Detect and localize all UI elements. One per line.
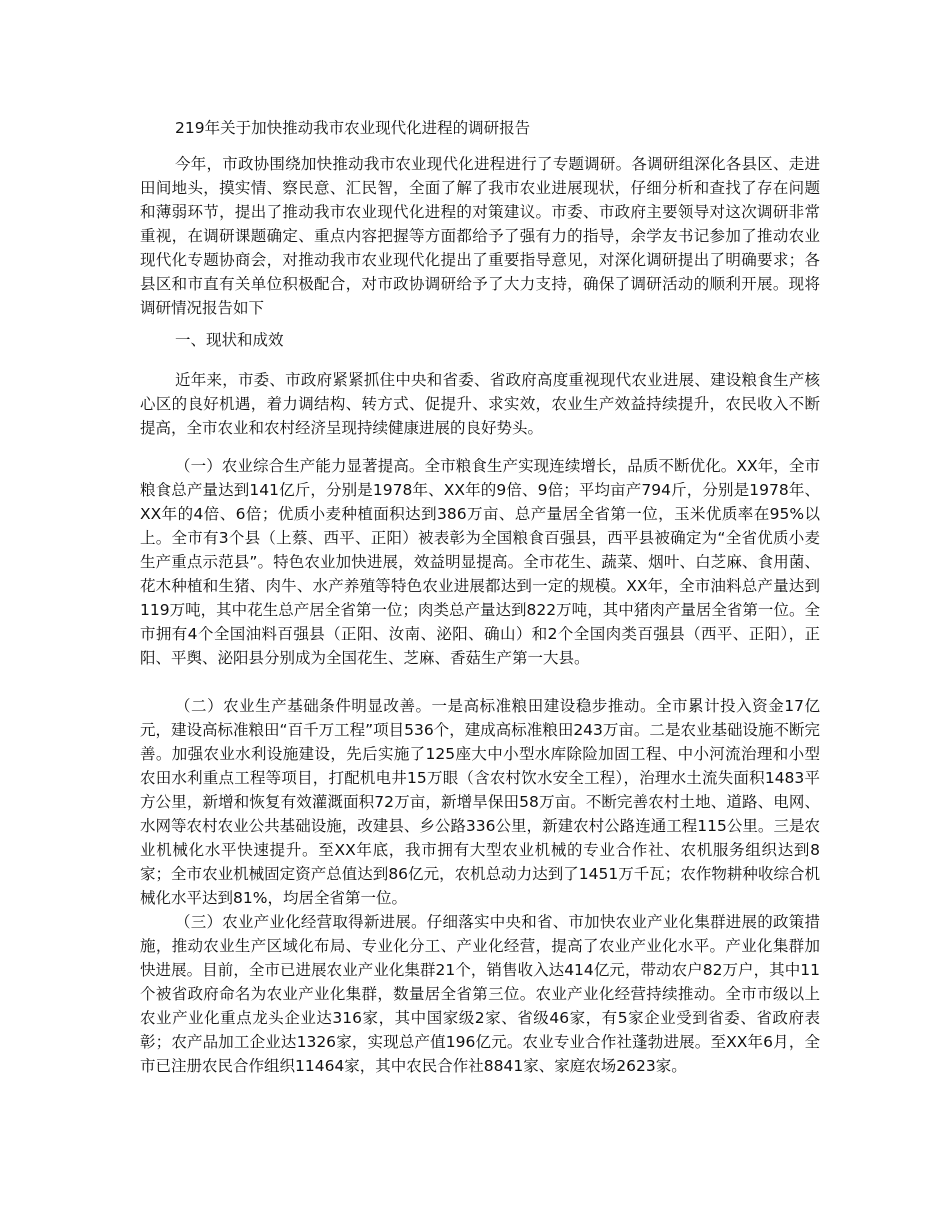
infrastructure-paragraph: （二）农业生产基础条件明显改善。一是高标准粮田建设稳步推动。全市累计投入资金17亿元，建设高标准粮田“百千万工程”项目536个，建成高标准粮田243万亩。二是农业基础设施不断完善。加强农业水利设施建设，先后实施了125座大中小型水库除险加固工程、中小河流治理和小型农田水利重点工程等项目，打配机电井15万眼（含农村饮水安全工程），治理水土流失面积1483平方公里，新增和恢复有效灌溉面积72万亩，新增旱保田58万亩。不断完善农村土地、道路、电网、水网等农村农业公共基础设施，改建县、乡公路336公里，新建农村公路连通工程115公里。三是农业机械化水平快速提升。至XX年底，我市拥有大型农业机械的专业合作社、农机服务组织达到8家；全市农业机械固定资产总值达到86亿元，农机总动力达到了1451万千瓦；农作物耕种收综合机械化水平达到81%，均居全省第一位。 xyxy=(140,697,820,907)
industrialization-paragraph: （三）农业产业化经营取得新进展。仔细落实中央和省、市加快农业产业化集群进展的政策措施，推动农业生产区域化布局、专业化分工、产业化经营，提高了农业产业化水平。产业化集群加快进展。目前，全市已进展农业产业化集群21个，销售收入达414亿元，带动农户82万户，其中11个被省政府命名为农业产业化集群，数量居全省第三位。农业产业化经营持续推动。全市市级以上农业产业化重点龙头企业达316家，其中国家级2家、省级46家，有5家企业受到省委、省政府表彰；农产品加工企业达1326家，实现总产值196亿元。农业专业合作社蓬勃进展。至XX年6月，全市已注册农民合作组织11464家，其中农民合作社8841家、家庭农场2623家。 xyxy=(140,913,820,1075)
intro-paragraph: 今年，市政协围绕加快推动我市农业现代化进程进行了专题调研。各调研组深化各县区、走进田间地头，摸实情、察民意、汇民智，全面了解了我市农业进展现状，仔细分析和查找了存在问题和薄弱环节，提出了推动我市农业现代化进程的对策建议。市委、市政府主要领导对这次调研非常重视，在调研课题确定、重点内容把握等方面都给予了强有力的指导，余学友书记参加了推动农业现代化专题协商会，对推动我市农业现代化提出了重要指导意见，对深化调研提出了明确要求；各县区和市直有关单位积极配合，对市政协调研给予了大力支持，确保了调研活动的顺利开展。现将调研情况报告如下 xyxy=(140,155,820,317)
overview-paragraph: 近年来，市委、市政府紧紧抓住中央和省委、省政府高度重视现代农业进展、建设粮食生产核心区的良好机遇，着力调结构、转方式、促提升、求实效，农业生产效益持续提升，农民收入不断提高，全市农业和农村经济呈现持续健康进展的良好势头。 xyxy=(140,371,820,437)
section-heading: 一、现状和成效 xyxy=(175,331,284,349)
document-title: 219年关于加快推动我市农业现代化进程的调研报告 xyxy=(175,119,531,137)
production-capacity-paragraph: （一）农业综合生产能力显著提高。全市粮食生产实现连续增长，品质不断优化。XX年，全市粮食总产量达到141亿斤，分别是1978年、XX年的9倍、9倍；平均亩产794斤，分别是1978年、XX年的4倍、6倍；优质小麦种植面积达到386万亩、总产量居全省第一位，玉米优质率在95%以上。全市有3个县（上蔡、西平、正阳）被表彰为全国粮食百强县，西平县被确定为“全省优质小麦生产重点示范县”。特色农业加快进展，效益明显提高。全市花生、蔬菜、烟叶、白芝麻、食用菌、花木种植和生猪、肉牛、水产养殖等特色农业进展都达到一定的规模。XX年，全市油料总产量达到119万吨，其中花生总产居全省第一位；肉类总产量达到822万吨，其中猪肉产量居全省第一位。全市拥有4个全国油料百强县（正阳、汝南、泌阳、确山）和2个全国肉类百强县（西平、正阳），正阳、平舆、泌阳县分别成为全国花生、芝麻、香菇生产第一大县。 xyxy=(140,457,820,667)
